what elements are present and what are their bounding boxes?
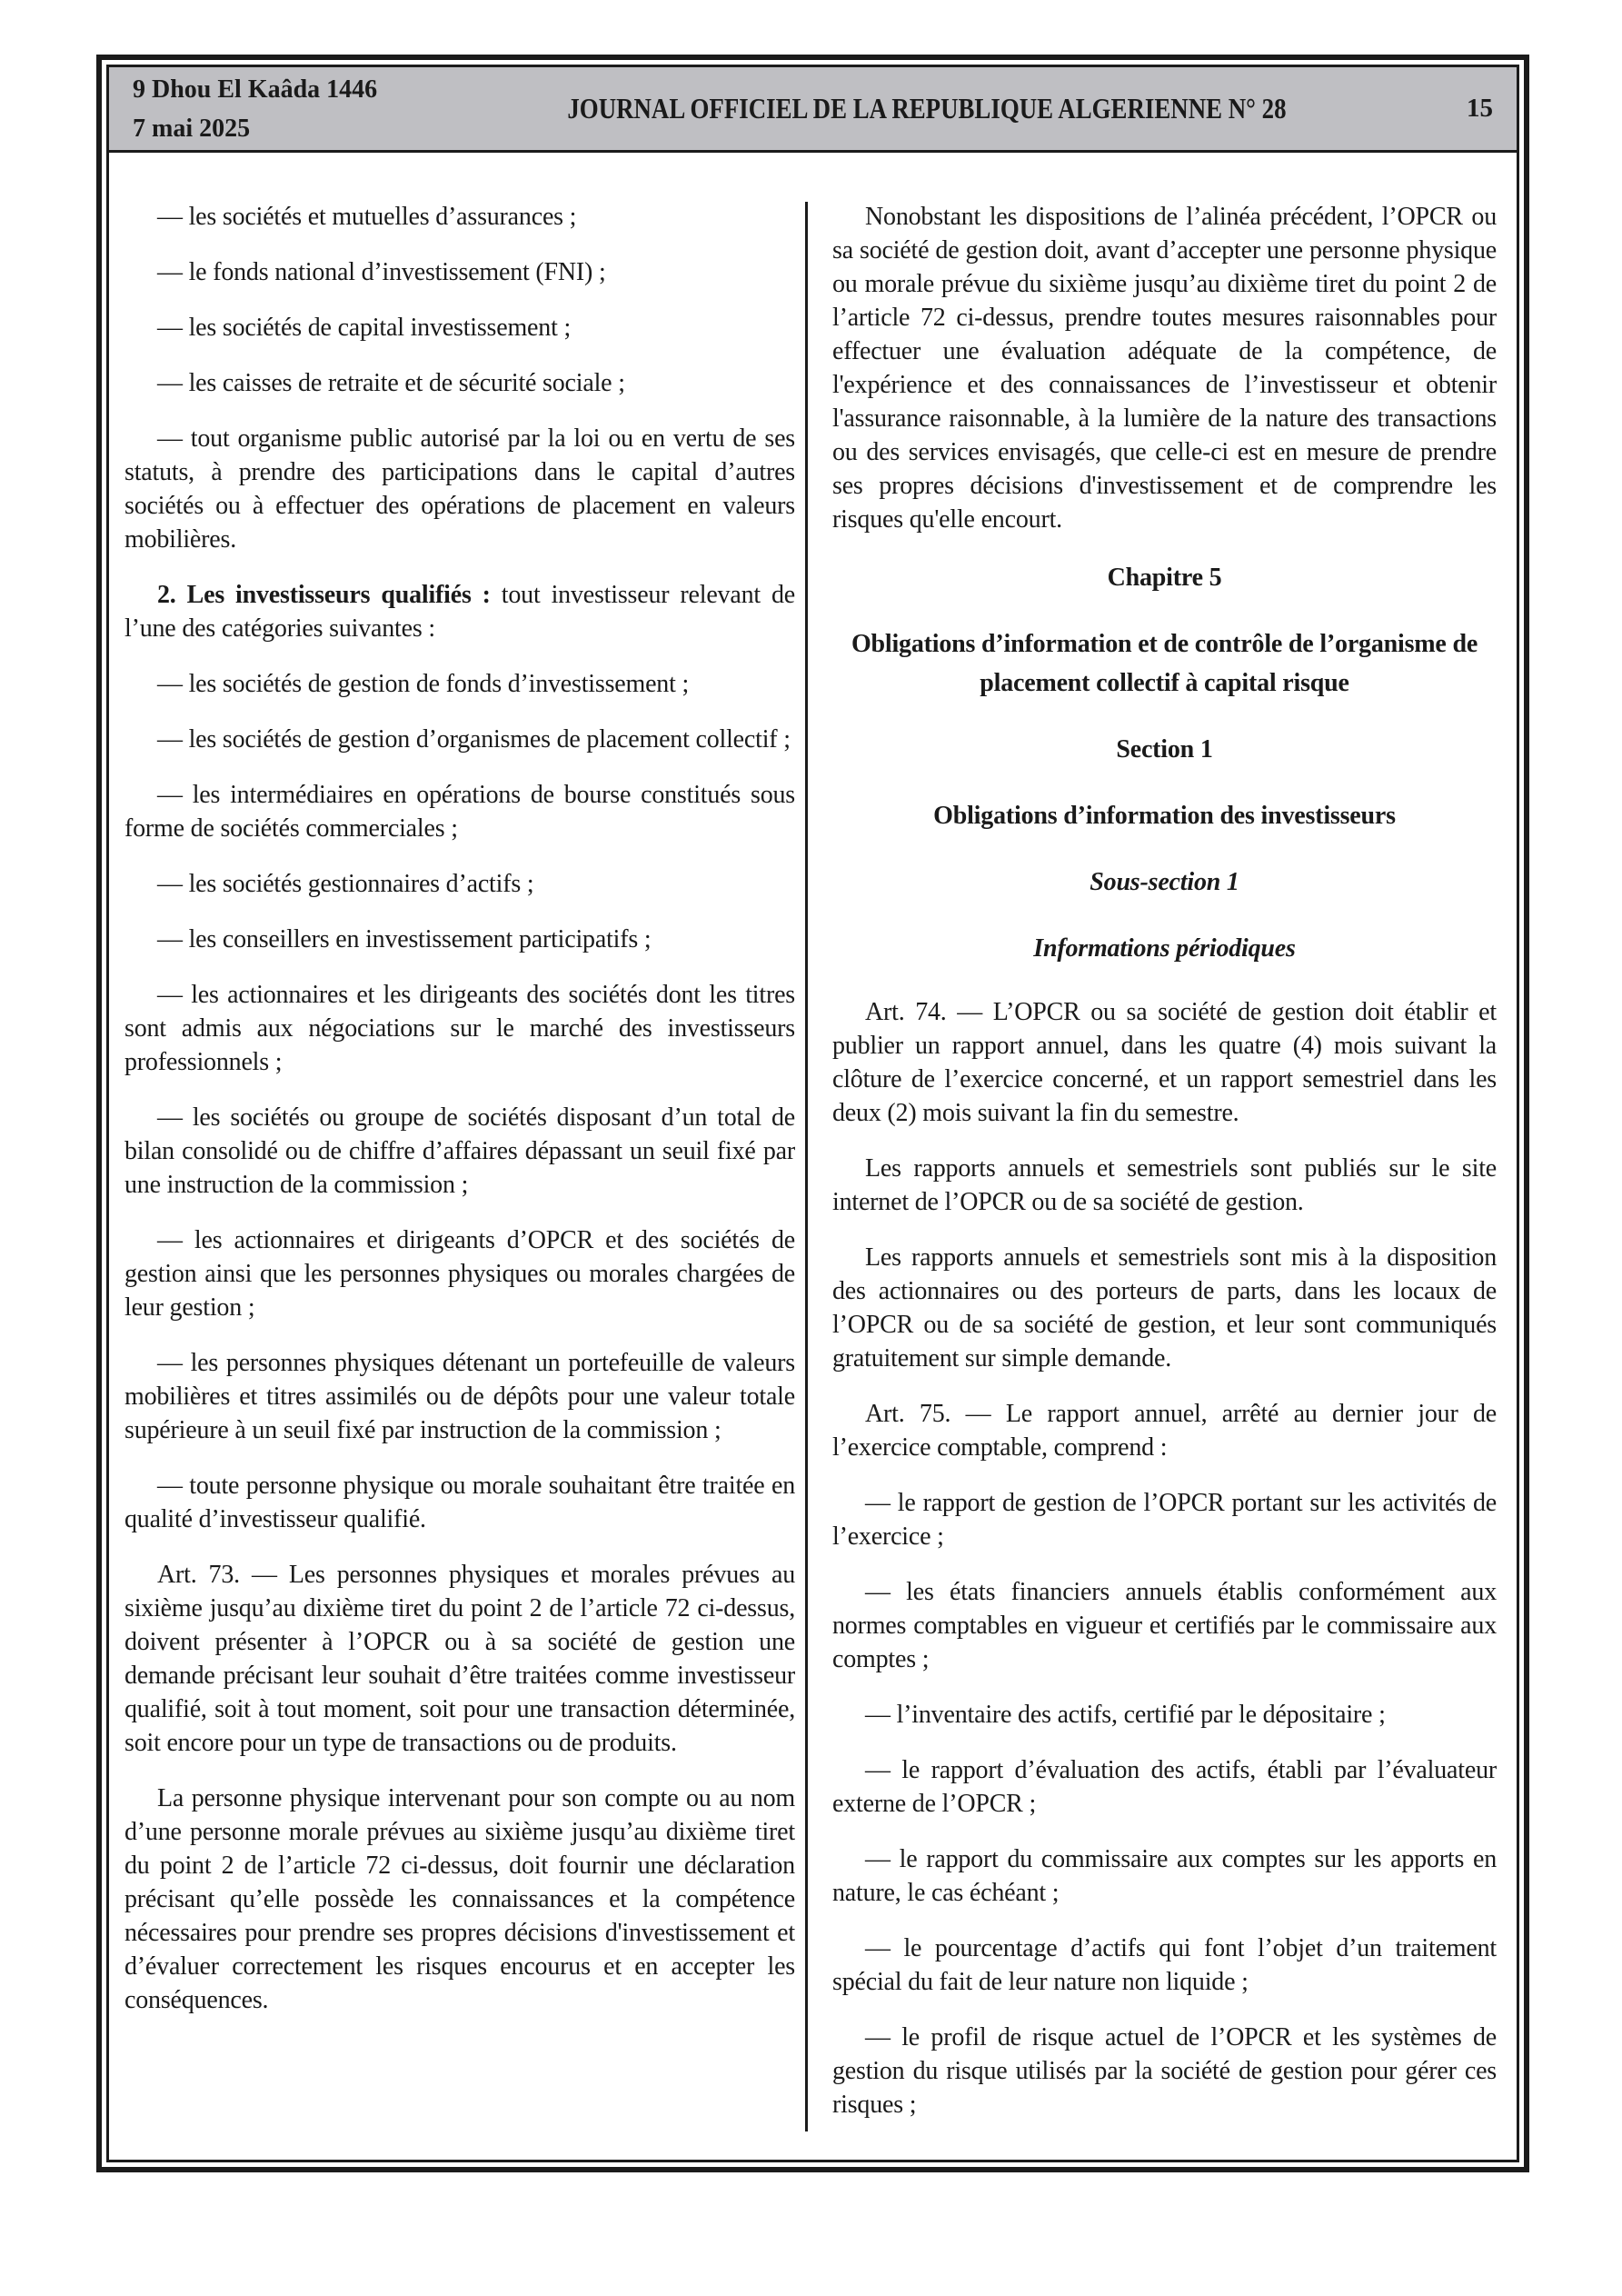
dash-item: — les sociétés de gestion d’organismes de placement collectif ; <box>157 725 791 754</box>
dash-item: — le fonds national d’investissement (FNI) ; <box>157 258 606 286</box>
page-header <box>109 67 1517 153</box>
dash-item: — les intermédiaires en opérations de bourse constitués sous forme de sociétés commerciales ; <box>124 781 795 843</box>
date-gregorian: 7 mai 2025 <box>133 114 251 143</box>
paragraph: 2. Les investisseurs qualifiés : tout investisseur relevant de l’une des catégories suivantes : <box>124 581 795 643</box>
journal-title <box>442 92 1411 125</box>
paragraph: Les rapports annuels et semestriels sont publiés sur le site internet de l’OPCR ou de sa société de gestion. <box>832 1154 1497 1216</box>
date-hijri: 9 Dhou El Kaâda 1446 <box>133 75 378 104</box>
paragraph: Art. 75. — Le rapport annuel, arrêté au dernier jour de l’exercice comptable, comprend : <box>832 1400 1497 1462</box>
dash-item: — le pourcentage d’actifs qui font l’objet d’un traitement spécial du fait de leur nature non liquide ; <box>832 1934 1497 1996</box>
dash-item: — les actionnaires et dirigeants d’OPCR et des sociétés de gestion ainsi que les personnes physiques ou morales chargées de leur gestion ; <box>124 1226 795 1322</box>
paragraph: Art. 73. — Les personnes physiques et morales prévues au sixième jusqu’au dixième tiret du point 2 de l’article 72 ci-dessus, doivent présenter à l’OPCR ou à sa société de gestion une demande précisant leur souhait d’être traitées comme investisseur qualifié, soit à tout moment, soit pour une transaction déterminée, soit encore pour un type de transactions ou de produits. <box>124 1561 795 1757</box>
page-content <box>109 153 1517 2160</box>
heading: Informations périodiques <box>1033 934 1296 963</box>
page-inner-frame <box>106 65 1519 2162</box>
dash-item: — les conseillers en investissement participatifs ; <box>157 925 652 953</box>
dash-item: — le rapport de gestion de l’OPCR portant sur les activités de l’exercice ; <box>832 1489 1497 1551</box>
heading: Obligations d’information et de contrôle de l’organisme de placement collectif à capital risque <box>851 630 1478 697</box>
heading: Sous-section 1 <box>1090 868 1239 896</box>
journal-title-text: JOURNAL OFFICIEL DE LA REPUBLIQUE ALGERIENNE N° 28 <box>566 92 1287 125</box>
dash-item: — les personnes physiques détenant un portefeuille de valeurs mobilières et titres assimilés ou de dépôts pour une valeur totale supérieure à un seuil fixé par instruction de la commission ; <box>124 1349 795 1444</box>
dash-item: — les actionnaires et les dirigeants des sociétés dont les titres sont admis aux négociations sur le marché des investisseurs professionnels ; <box>124 981 795 1076</box>
paragraph: Art. 74. — L’OPCR ou sa société de gestion doit établir et publier un rapport annuel, dans les quatre (4) mois suivant la clôture de l’exercice concerné, et un rapport semestriel dans les deux (2) mois suivant la fin du semestre. <box>832 998 1497 1127</box>
dash-item: — les sociétés et mutuelles d’assurances ; <box>157 203 577 231</box>
dash-item: — l’inventaire des actifs, certifié par le dépositaire ; <box>865 1701 1386 1729</box>
dash-item: — les états financiers annuels établis conformément aux normes comptables en vigueur et certifiés par le commissaire aux comptes ; <box>832 1578 1497 1673</box>
heading: Obligations d’information des investisseurs <box>933 802 1396 830</box>
right-column <box>808 153 1517 2160</box>
page-border-frame <box>96 55 1529 2172</box>
dash-item: — le rapport du commissaire aux comptes sur les apports en nature, le cas échéant ; <box>832 1845 1497 1907</box>
heading: Section 1 <box>1116 735 1213 764</box>
header-dates <box>133 70 442 148</box>
dash-item: — le rapport d’évaluation des actifs, établi par l’évaluateur externe de l’OPCR ; <box>832 1756 1497 1818</box>
dash-item: — les sociétés de gestion de fonds d’investissement ; <box>157 670 690 698</box>
dash-item: — les sociétés de capital investissement ; <box>157 314 572 342</box>
paragraph: Nonobstant les dispositions de l’alinéa précédent, l’OPCR ou sa société de gestion doit, avant d’accepter une personne physique ou morale prévue du sixième jusqu’au dixième tiret du point 2 de l’article 72 ci-dessus, prendre toutes mesures raisonnables pour effectuer une évaluation adéquate de la compétence, de l'expérience et des connaissances de l’investisseur et obtenir l'assurance raisonnable, à la lumière de la nature des transactions ou des services envisagés, que celle-ci est en mesure de prendre ses propres décisions d'investissement et de comprendre les risques qu'elle encourt. <box>832 203 1497 534</box>
dash-item: — le profil de risque actuel de l’OPCR et les systèmes de gestion du risque utilisés par la société de gestion pour gérer ces risques ; <box>832 2023 1497 2119</box>
paragraph: La personne physique intervenant pour son compte ou au nom d’une personne morale prévues au sixième jusqu’au dixième tiret du point 2 de l’article 72 ci-dessus, doit fournir une déclaration précisant qu’elle possède les connaissances et la compétence nécessaires pour prendre ses propres décisions d'investissement et d’évaluer correctement les risques encourus et en accepter les conséquences. <box>124 1784 795 2014</box>
heading: Chapitre 5 <box>1107 564 1222 592</box>
dash-item: — toute personne physique ou morale souhaitant être traitée en qualité d’investisseur qualifié. <box>124 1472 795 1533</box>
left-column <box>109 153 805 2160</box>
dash-item: — les sociétés gestionnaires d’actifs ; <box>157 870 534 898</box>
dash-item: — les sociétés ou groupe de sociétés disposant d’un total de bilan consolidé ou de chiffre d’affaires dépassant un seuil fixé par une instruction de la commission ; <box>124 1103 795 1199</box>
dash-item: — les caisses de retraite et de sécurité sociale ; <box>157 369 625 397</box>
page-number: 15 <box>1467 94 1493 123</box>
paragraph: Les rapports annuels et semestriels sont mis à la disposition des actionnaires ou des porteurs de parts, dans les locaux de l’OPCR ou de sa société de gestion, et leur sont communiqués gratuitement sur simple demande. <box>832 1243 1497 1373</box>
dash-item: — tout organisme public autorisé par la loi ou en vertu de ses statuts, à prendre des participations dans le capital d’autres sociétés ou à effectuer des opérations de placement en valeurs mobilières. <box>124 424 795 554</box>
